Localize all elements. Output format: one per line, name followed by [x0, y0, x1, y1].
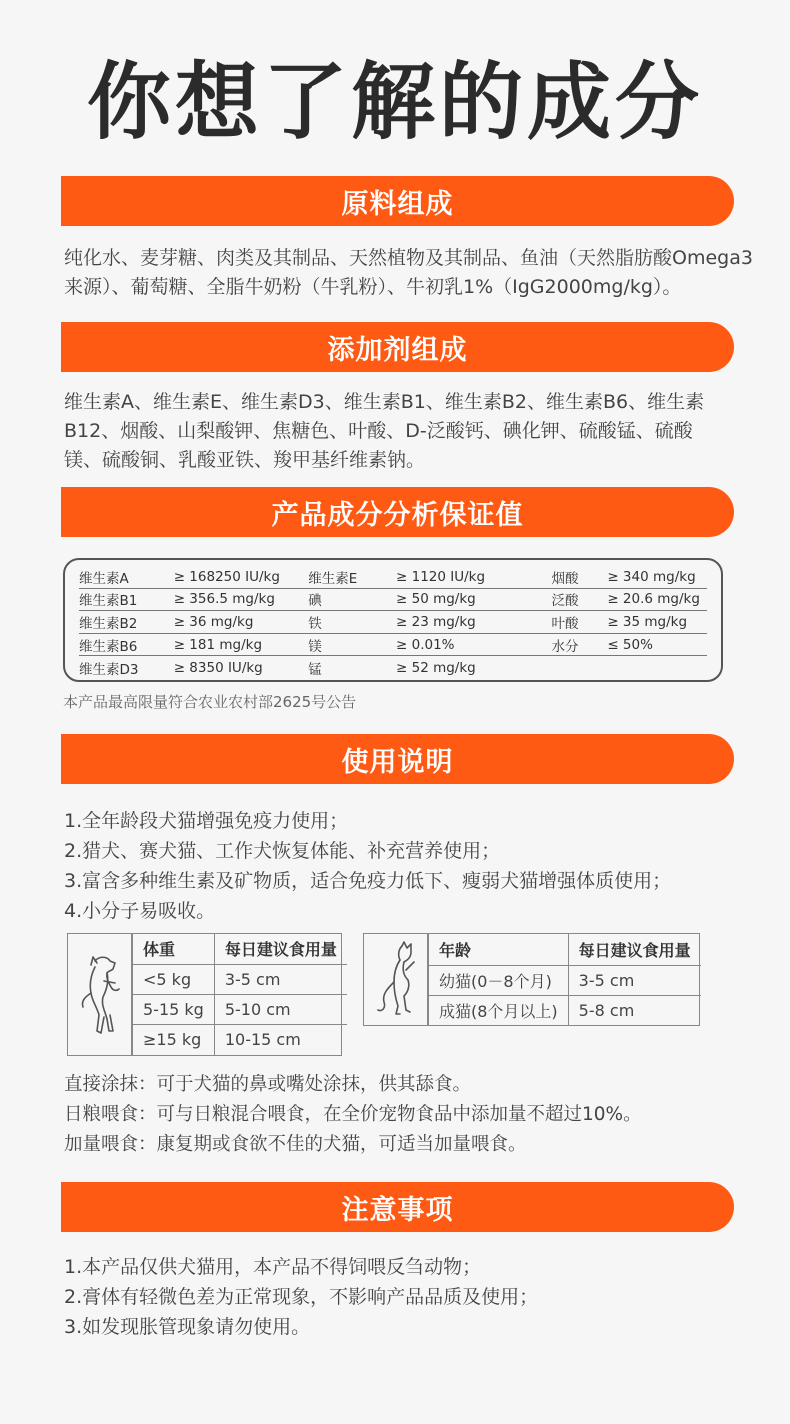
cat-table-cell: 成猫(8个月以上) — [429, 995, 569, 1025]
nutrient-name: 锰 — [308, 661, 322, 678]
nutrient-value: ≥ 36 mg/kg — [174, 611, 309, 634]
nutrient-value: ≥ 35 mg/kg — [607, 611, 707, 634]
nutrient-value: ≥ 340 mg/kg — [607, 566, 707, 589]
usage-list — [64, 806, 754, 926]
raw-line: 来源）、葡萄糖、全脂牛奶粉（牛乳粉）、牛初乳1%（IgG2000mg/kg）。 — [64, 276, 682, 298]
nutrient-value — [607, 656, 707, 679]
nutrient-value: ≥ 50 mg/kg — [396, 589, 552, 612]
raw-heading-banner: 原料组成 — [61, 176, 734, 226]
nutrient-value: ≥ 52 mg/kg — [396, 659, 476, 676]
nutrient-name — [552, 656, 608, 679]
analysis-row — [79, 656, 707, 679]
nutrient-name: 水分 — [552, 634, 608, 657]
caution-heading-banner: 注意事项 — [61, 1182, 734, 1232]
caution-item: 3.如发现胀管现象请勿使用。 — [64, 1316, 311, 1338]
dog-table-cell: <5 kg — [133, 964, 215, 994]
nutrient-name: 维生素D3 — [79, 661, 139, 678]
analysis-row — [79, 634, 707, 657]
caution-item: 2.膏体有轻微色差为正常现象，不影响产品品质及使用； — [64, 1286, 539, 1308]
nutrient-name: 泛酸 — [552, 589, 608, 612]
nutrient-name: 维生素B2 — [79, 611, 174, 634]
cat-table-cell: 3-5 cm — [568, 965, 701, 995]
dog-table-cell: ≥15 kg — [133, 1024, 215, 1055]
cat-feeding-table — [363, 933, 700, 1026]
feeding-method: 直接涂抹：可于犬猫的鼻或嘴处涂抹，供其舔食。 — [64, 1074, 472, 1095]
dog-table-cell: 10-15 cm — [214, 1024, 347, 1055]
regulation-note: 本产品最高限量符合农业农村部2625号公告 — [63, 693, 357, 711]
page-title: 你想了解的成分 — [86, 53, 703, 151]
analysis-row — [79, 589, 707, 612]
nutrient-name: 碘 — [308, 589, 396, 612]
dog-table-cell: 5-15 kg — [133, 994, 215, 1024]
additive-line: 镁、硫酸铜、乳酸亚铁、羧甲基纤维素钠。 — [64, 449, 426, 471]
additive-line: B12、烟酸、山梨酸钾、焦糖色、叶酸、D-泛酸钙、碘化钾、硫酸锰、硫酸 — [64, 420, 693, 442]
nutrient-name: 烟酸 — [552, 566, 608, 589]
usage-item: 1.全年龄段犬猫增强免疫力使用； — [64, 810, 349, 832]
analysis-row — [79, 566, 707, 589]
usage-item: 2.猎犬、赛犬猫、工作犬恢复体能、补充营养使用； — [64, 840, 501, 862]
nutrient-value: ≥ 356.5 mg/kg — [174, 589, 309, 612]
nutrient-name: 维生素B6 — [79, 634, 174, 657]
nutrient-value: ≥ 20.6 mg/kg — [607, 589, 707, 612]
nutrient-value: ≥ 0.01% — [396, 634, 552, 657]
additive-heading-banner: 添加剂组成 — [61, 322, 734, 372]
nutrient-value: ≤ 50% — [607, 634, 707, 657]
cat-table-header: 年龄 — [429, 934, 569, 965]
usage-item: 4.小分子易吸收。 — [64, 900, 216, 922]
dog-icon — [68, 934, 132, 1055]
raw-text — [64, 244, 754, 302]
feeding-methods — [64, 1070, 754, 1160]
nutrient-name: 维生素A — [79, 566, 174, 589]
additive-line: 维生素A、维生素E、维生素D3、维生素B1、维生素B2、维生素B6、维生素 — [64, 391, 705, 413]
dog-table-cell: 5-10 cm — [214, 994, 347, 1024]
feeding-method: 日粮喂食：可与日粮混合喂食，在全价宠物食品中添加量不超过10%。 — [64, 1104, 642, 1125]
nutrient-value: ≥ 8350 IU/kg — [173, 659, 263, 676]
nutrient-value: ≥ 1120 IU/kg — [396, 566, 552, 589]
dog-table-header: 每日建议食用量 — [214, 934, 347, 964]
analysis-heading-banner: 产品成分分析保证值 — [61, 487, 734, 537]
usage-item: 3.富含多种维生素及矿物质，适合免疫力低下、瘦弱犬猫增强体质使用； — [64, 870, 672, 892]
caution-item: 1.本产品仅供犬猫用，本产品不得饲喂反刍动物； — [64, 1256, 482, 1278]
additive-text — [64, 388, 754, 475]
cat-icon — [364, 934, 428, 1025]
cat-table-cell: 5-8 cm — [568, 995, 701, 1025]
analysis-table — [63, 558, 723, 682]
nutrient-value: ≥ 23 mg/kg — [396, 611, 552, 634]
dog-table-header: 体重 — [133, 934, 215, 964]
nutrient-value: ≥ 168250 IU/kg — [174, 566, 309, 589]
nutrient-name: 叶酸 — [552, 611, 608, 634]
cat-table-header: 每日建议食用量 — [568, 934, 701, 965]
nutrient-name: 镁 — [308, 634, 396, 657]
feeding-method: 加量喂食：康复期或食欲不佳的犬猫，可适当加量喂食。 — [64, 1134, 527, 1155]
nutrient-value: ≥ 181 mg/kg — [174, 634, 309, 657]
nutrient-name: 维生素B1 — [79, 589, 174, 612]
raw-line: 纯化水、麦芽糖、肉类及其制品、天然植物及其制品、鱼油（天然脂肪酸Omega3 — [64, 247, 753, 269]
dog-feeding-table — [67, 933, 342, 1056]
dog-table-cell: 3-5 cm — [214, 964, 347, 994]
cat-table-cell: 幼猫(0－8个月) — [429, 965, 569, 995]
caution-list — [64, 1252, 754, 1342]
usage-heading-banner: 使用说明 — [61, 734, 734, 784]
nutrient-name: 维生素E — [308, 566, 396, 589]
nutrient-name: 铁 — [308, 611, 396, 634]
analysis-row — [79, 611, 707, 634]
